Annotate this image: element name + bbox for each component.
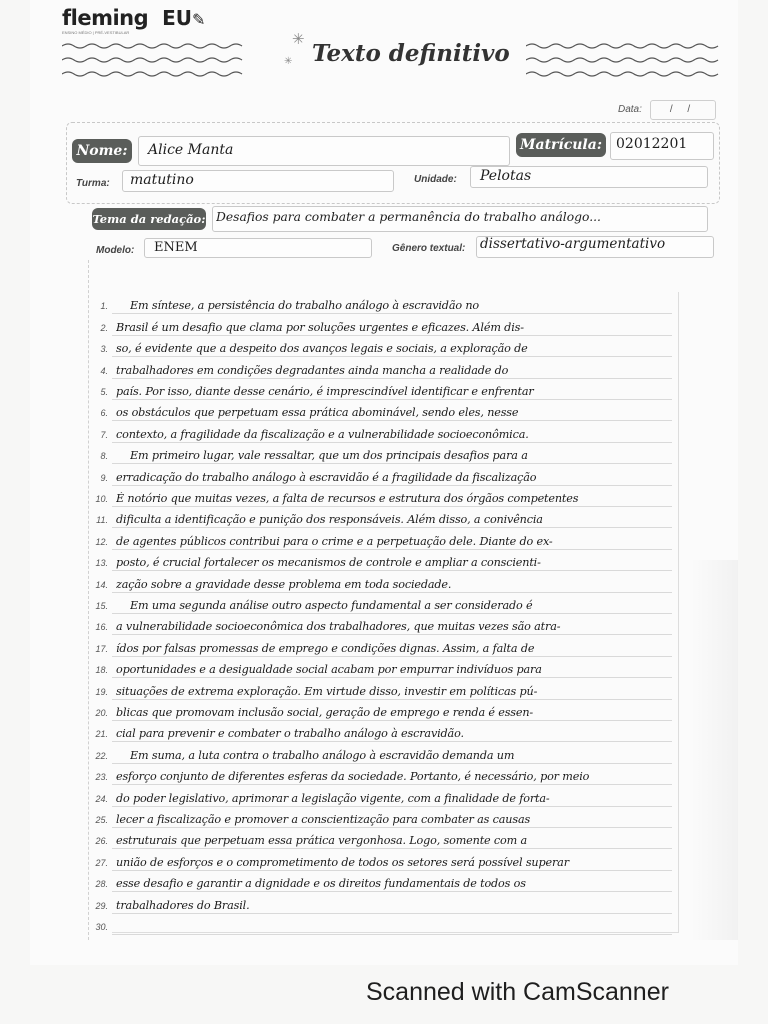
line-number: 2. xyxy=(100,322,108,333)
line-number: 8. xyxy=(100,451,108,462)
line-text: oportunidades e a desigualdade social acabam por empurrar indivíduos para xyxy=(116,663,542,677)
line-number: 17. xyxy=(95,643,108,654)
essay-line xyxy=(95,613,672,635)
line-text: contexto, a fragilidade da fiscalização e a vulnerabilidade socioeconômica. xyxy=(116,427,529,441)
line-text: de agentes públicos contribui para o crime e a perpetuação dele. Diante do ex- xyxy=(116,534,553,548)
essay-line xyxy=(95,891,672,913)
line-text: erradicação do trabalho análogo à escravidão é a fragilidade da fiscalização xyxy=(116,470,537,484)
line-number: 26. xyxy=(95,836,108,847)
line-number: 9. xyxy=(100,472,108,483)
unidade-value: Pelotas xyxy=(480,168,532,184)
line-text: dificulta a identificação e punição dos responsáveis. Além disso, a conivência xyxy=(116,513,543,527)
line-text: zação sobre a gravidade desse problema em toda sociedade. xyxy=(116,577,452,591)
essay-line xyxy=(95,720,672,742)
wavy-decoration-right xyxy=(526,40,720,82)
line-text: É notório que muitas vezes, a falta de recursos e estrutura dos órgãos competentes xyxy=(116,491,579,505)
essay-line xyxy=(100,420,672,442)
date-field[interactable]: / / xyxy=(650,100,716,120)
line-number: 11. xyxy=(96,515,108,526)
line-text: so, é evidente que a despeito dos avanços legais e sociais, a exploração de xyxy=(116,342,528,356)
matricula-value: 02012201 xyxy=(616,136,688,152)
line-text: ídos por falsas promessas de emprego e condições dignas. Assim, a falta de xyxy=(116,641,535,655)
line-number: 6. xyxy=(100,408,108,419)
line-number: 22. xyxy=(95,750,108,761)
line-number: 3. xyxy=(100,344,108,355)
turma-value: matutino xyxy=(130,172,194,188)
line-text: lecer a fiscalização e promover a conscientização para combater as causas xyxy=(116,812,531,826)
line-number: 16. xyxy=(95,622,108,633)
essay-line xyxy=(95,913,672,935)
modelo-value: ENEM xyxy=(154,240,198,255)
essay-line xyxy=(95,570,672,592)
essay-line xyxy=(95,592,672,614)
matricula-label: Matrícula: xyxy=(516,133,606,157)
essay-area[interactable] xyxy=(95,292,679,933)
nome-label: Nome: xyxy=(72,139,132,163)
line-number: 21. xyxy=(95,729,108,740)
essay-line xyxy=(95,677,672,699)
line-text: Em suma, a luta contra o trabalho análogo à escravidão demanda um xyxy=(130,748,515,762)
essay-line xyxy=(100,463,672,485)
line-text: trabalhadores em condições degradantes ainda mancha a realidade do xyxy=(116,363,509,377)
line-number: 4. xyxy=(100,365,108,376)
line-number: 10. xyxy=(95,493,108,504)
essay-line xyxy=(95,848,672,870)
line-number: 27. xyxy=(95,857,108,868)
essay-line xyxy=(95,527,672,549)
essay-line xyxy=(100,313,672,335)
line-text: esse desafio e garantir a dignidade e os direitos fundamentais de todos os xyxy=(116,877,526,891)
line-number: 12. xyxy=(95,536,108,547)
essay-line xyxy=(95,549,672,571)
essay-line xyxy=(100,399,672,421)
brand-tagline: ENSINO MÉDIO | PRÉ-VESTIBULAR xyxy=(62,30,130,35)
essay-line xyxy=(95,784,672,806)
essay-line xyxy=(96,506,672,528)
page-shadow xyxy=(690,560,738,940)
essay-line xyxy=(100,335,672,357)
page-title: Texto definitivo xyxy=(312,40,510,67)
line-text: Em síntese, a persistência do trabalho análogo à escravidão no xyxy=(130,299,479,313)
line-text: cial para prevenir e combater o trabalho análogo à escravidão. xyxy=(116,727,464,741)
sparkle-icon: ✳ xyxy=(292,31,305,48)
line-text: blicas que promovam inclusão social, geração de emprego e renda é essen- xyxy=(116,705,534,719)
line-number: 23. xyxy=(95,772,108,783)
line-number: 5. xyxy=(100,386,108,397)
line-number: 13. xyxy=(95,558,108,569)
genero-value: dissertativo-argumentativo xyxy=(480,236,666,252)
sparkle-icon: ✳ xyxy=(284,56,293,67)
line-text: união de esforços e o comprometimento de todos os setores será possível superar xyxy=(116,855,569,869)
logo-row xyxy=(62,6,205,30)
line-number: 20. xyxy=(95,707,108,718)
line-text: posto, é crucial fortalecer os mecanismos de controle e ampliar a conscienti- xyxy=(116,556,541,570)
line-text: a vulnerabilidade socioeconômica dos trabalhadores, que muitas vezes são atra- xyxy=(116,620,561,634)
line-text: Brasil é um desafio que clama por soluções urgentes e eficazes. Além dis- xyxy=(116,320,524,334)
line-text: situações de extrema exploração. Em virtude disso, investir em políticas pú- xyxy=(116,684,538,698)
essay-line xyxy=(95,763,672,785)
line-text: esforço conjunto de diferentes esferas da sociedade. Portanto, é necessário, por meio xyxy=(116,770,590,784)
essay-line xyxy=(95,485,672,507)
line-number: 7. xyxy=(100,429,108,440)
essay-line xyxy=(95,741,672,763)
essay-line xyxy=(95,827,672,849)
tema-value: Desafios para combater a permanência do trabalho análogo... xyxy=(216,210,601,224)
line-number: 18. xyxy=(95,665,108,676)
date-label: Data: xyxy=(618,104,642,115)
line-number: 29. xyxy=(95,900,108,911)
line-text: estruturais que perpetuam essa prática vergonhosa. Logo, somente com a xyxy=(116,834,528,848)
line-text: Em primeiro lugar, vale ressaltar, que um dos principais desafios para a xyxy=(130,449,528,463)
essay-line xyxy=(95,634,672,656)
line-number: 25. xyxy=(95,814,108,825)
essay-line xyxy=(95,699,672,721)
line-text: Em uma segunda análise outro aspecto fundamental a ser considerado é xyxy=(130,598,533,612)
line-number: 24. xyxy=(95,793,108,804)
line-number: 14. xyxy=(95,579,108,590)
scanner-watermark: Scanned with CamScanner xyxy=(366,978,669,1006)
line-number: 28. xyxy=(95,879,108,890)
tema-label: Tema da redação: xyxy=(92,208,206,230)
line-text: trabalhadores do Brasil. xyxy=(116,898,250,912)
essay-line xyxy=(95,870,672,892)
line-number: 15. xyxy=(95,600,108,611)
essay-line xyxy=(100,356,672,378)
essay-line xyxy=(95,806,672,828)
essay-line xyxy=(95,656,672,678)
modelo-label: Modelo: xyxy=(96,245,135,256)
quill-icon: ✎ xyxy=(192,10,206,29)
turma-label: Turma: xyxy=(76,178,110,189)
wavy-decoration-left xyxy=(62,40,244,82)
line-text: do poder legislativo, aprimorar a legislação vigente, com a finalidade de forta- xyxy=(116,791,550,805)
essay-line xyxy=(100,292,672,314)
line-text: os obstáculos que perpetuam essa prática abominável, sendo eles, nesse xyxy=(116,406,519,420)
unidade-label: Unidade: xyxy=(414,174,457,185)
genero-label: Gênero textual: xyxy=(392,243,466,254)
eu-logo: EU✎ xyxy=(162,6,206,30)
line-number: 1. xyxy=(100,301,108,312)
fleming-logo: fleming xyxy=(62,6,149,30)
line-text: país. Por isso, diante desse cenário, é imprescindível identificar e enfrentar xyxy=(116,384,534,398)
essay-line xyxy=(100,442,672,464)
line-number: 19. xyxy=(95,686,108,697)
nome-value: Alice Manta xyxy=(148,142,234,158)
line-number: 30. xyxy=(95,921,108,932)
essay-line xyxy=(100,378,672,400)
